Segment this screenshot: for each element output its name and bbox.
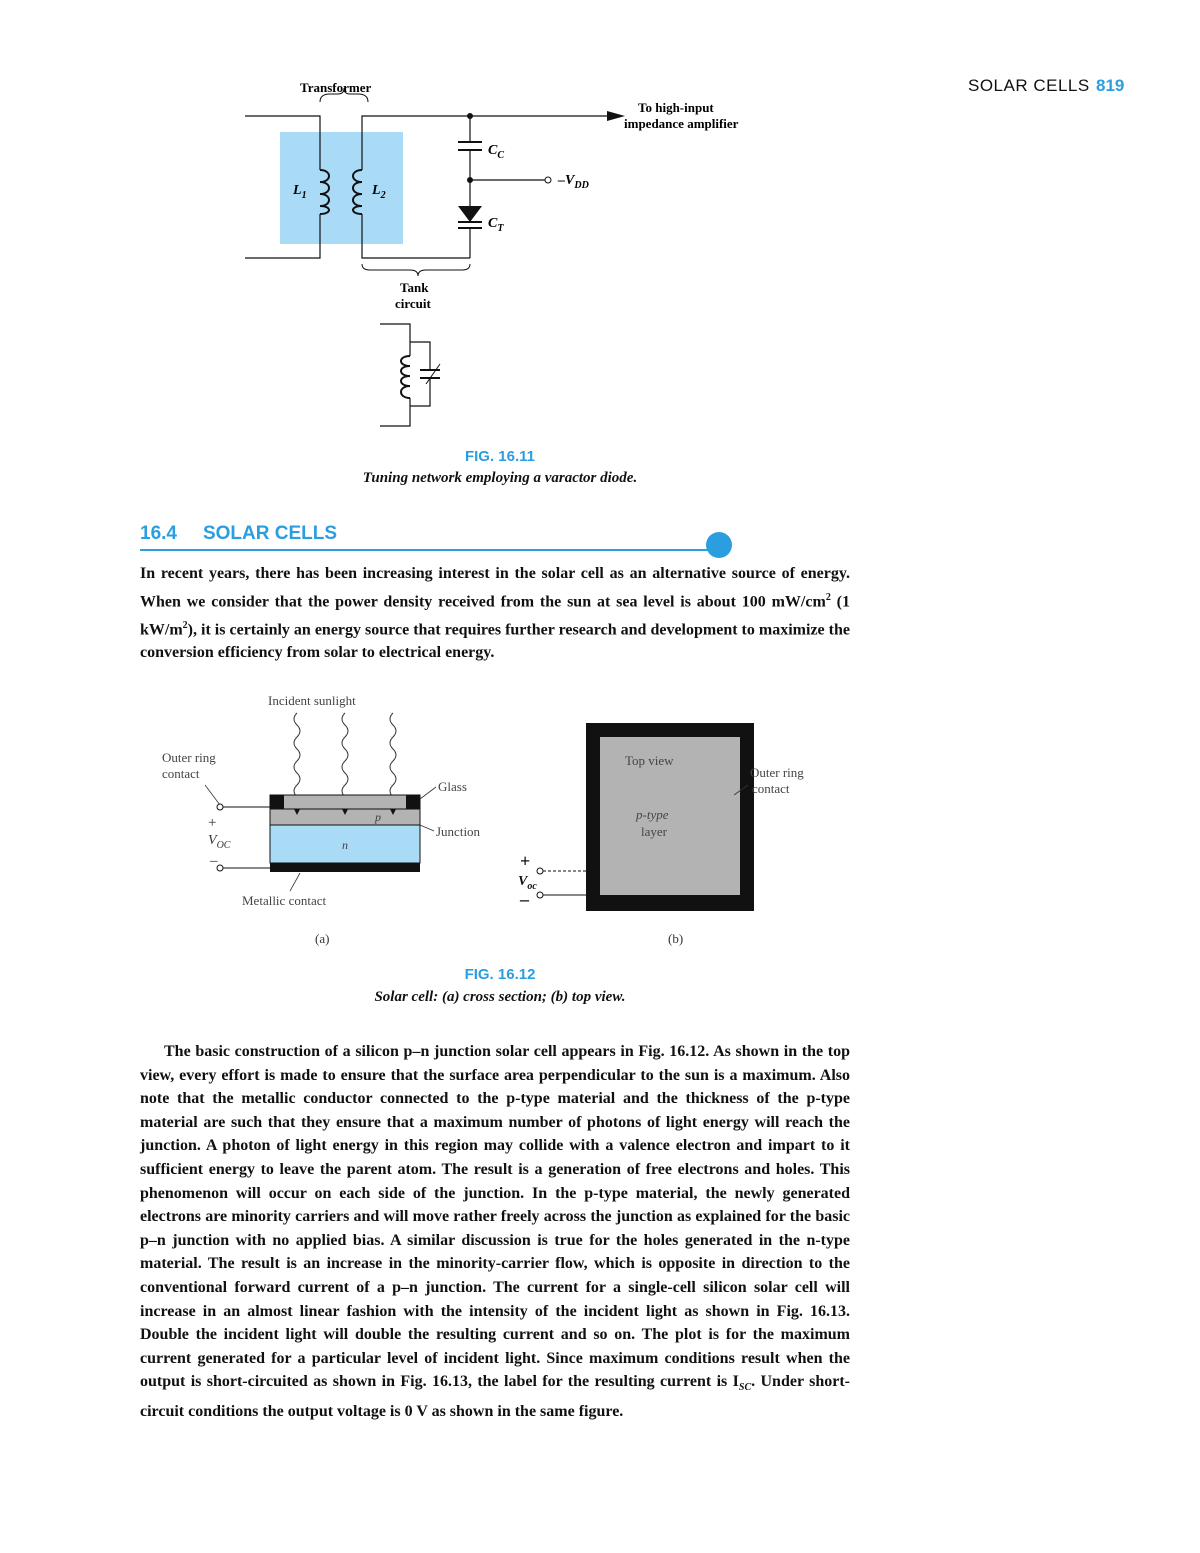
intro-paragraph: In recent years, there has been increasing interest in the solar cell as an alternative source of energy. When we consider that the power density received from the sun at sea level is about 100 $mW/cm^2$ (1 $kW/m^2$), it is certainly an energy source that requires further research and development to maximize the conversion efficiency from solar to electrical energy.	[140, 565, 850, 662]
plus-b: +	[520, 851, 531, 871]
figure-16-11	[200, 70, 800, 440]
p-label: p	[375, 810, 381, 824]
minus-a: –	[210, 853, 218, 869]
section-title: SOLAR CELLS	[202, 523, 338, 544]
tank-label-line2: circuit	[395, 296, 431, 311]
outer-ring-label-a-2: contact	[162, 766, 200, 781]
section-dot	[706, 532, 732, 558]
p-type-label-2: layer	[641, 824, 667, 839]
top-view-b	[518, 723, 804, 946]
fig11-caption-number: FIG. 16.11	[464, 448, 536, 465]
cc-label: $C_C$	[488, 143, 505, 161]
amp-label-line2: impedance amplifier	[624, 116, 739, 131]
varactor-diode	[458, 206, 482, 222]
output-arrow	[607, 111, 625, 121]
running-head: SOLAR CELLS	[968, 76, 1090, 95]
section-number: 16.4	[140, 523, 177, 544]
body-paragraph: The basic construction of a silicon p–n junction solar cell appears in Fig. 16.12. As shown in the top view, every effort is made to ensure that the surface area perpendicular to the sun is a maximum. Also note that the metallic conductor connected to the p-type material and the thickness of the p-type material are such that they ensure that a maximum number of photons of light energy will reach the junction. A photon of light energy in this region may collide with a valence electron and impart to it sufficient energy to leave the parent atom. The result is a generation of free electrons and holes. This phenomenon will occur on each side of the junction. In the p-type material, the newly generated electrons are minority carriers and will move rather freely across the junction as explained for the basic p–n junction with no applied bias. A similar discussion is true for the holes generated in the n-type material. The result is an increase in the minority-carrier flow, which is opposite in direction to the conventional forward current of a p–n junction. The current for a single-cell silicon solar cell will increase in an almost linear fashion with the intensity of the incident light as shown in Fig. 16.13. Double the incident light will double the resulting current and so on. The plot is for the maximum current generated for a particular level of incident light. Since maximum conditions result when the output is short-circuited as shown in Fig. 16.13, the label for the resulting current is $I_{SC}$. Under short-circuit conditions the output voltage is 0 V as shown in the same figure.	[140, 1043, 851, 1421]
plus-a: +	[208, 815, 217, 831]
tank-coil	[401, 356, 410, 398]
fig12-caption-text: Solar cell: (a) cross section; (b) top view.	[374, 989, 626, 1005]
ring-contact-left	[270, 795, 284, 809]
page-number: 819	[1096, 76, 1125, 95]
junction-label: Junction	[436, 824, 481, 839]
metallic-label: Metallic contact	[242, 893, 327, 908]
tank-brace	[362, 264, 470, 276]
section-heading	[140, 523, 730, 551]
sublabel-a: (a)	[315, 931, 330, 946]
l1-label: $L_1$	[293, 183, 307, 201]
n-label: n	[342, 838, 348, 852]
vdd-label: $-V_{DD}$	[558, 173, 589, 191]
ring-contact-right	[406, 795, 420, 809]
glass-label: Glass	[438, 779, 467, 794]
glass-layer	[270, 795, 420, 809]
ct-label: $C_T$	[488, 216, 504, 234]
l2-label: $L_2$	[372, 183, 386, 201]
outer-ring-label-b-1: Outer ring	[750, 765, 804, 780]
metallic-contact	[270, 863, 420, 872]
sublabel-b: (b)	[668, 931, 684, 946]
outer-ring-label-a-1: Outer ring	[162, 750, 216, 765]
tank-label-line1: Tank	[400, 280, 429, 295]
cross-section-a	[162, 693, 481, 946]
outer-ring-label-b-2: contact	[752, 781, 790, 796]
amp-label-line1: To high-input	[638, 100, 714, 115]
voc-b-label: $V_{oc}$	[518, 874, 537, 892]
voc-a-label: $V_{OC}$	[208, 833, 231, 851]
incident-label: Incident sunlight	[268, 693, 356, 708]
figure-16-12	[150, 685, 850, 950]
minus-b: –	[520, 889, 529, 909]
fig12-caption-number: FIG. 16.12	[464, 966, 536, 983]
transformer-label: Transformer	[300, 80, 372, 95]
tuning-branch-wires	[470, 116, 615, 258]
p-type-label-1: p-type	[636, 807, 669, 822]
fig11-caption-text: Tuning network employing a varactor diode.	[362, 470, 638, 486]
top-view-label: Top view	[625, 753, 674, 768]
